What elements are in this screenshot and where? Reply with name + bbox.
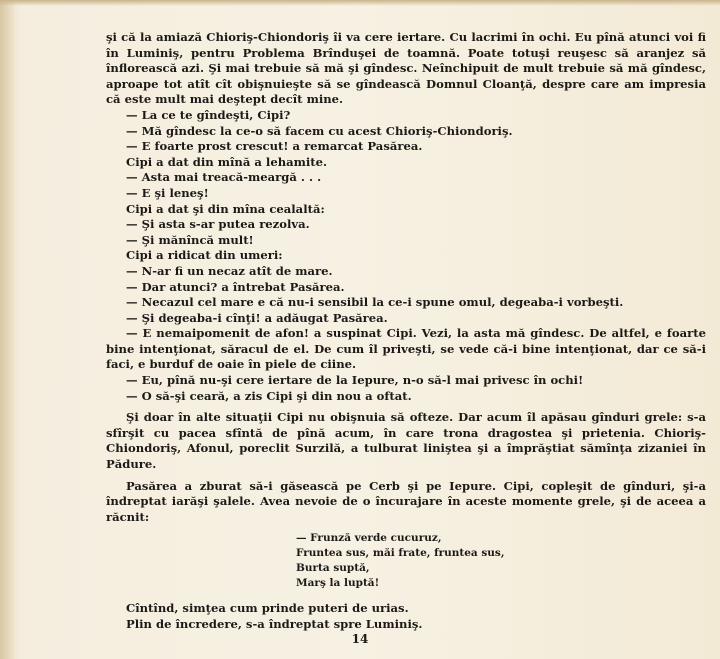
dialog-line: — Şi degeaba-i cînţi! a adăugat Pasărea. [126, 310, 388, 325]
narration-line: Cipi a ridicat din umeri: [126, 248, 283, 263]
dialog-paragraph: — E nemaipomenit de afon! a suspinat Cipi. Vezi, la asta mă gîndesc. De altfel, e foarte bine intenţionat, săracul de el. De cum îl priveşti, se vede că-i bine intenţionat, dar ce să-i faci, e burduf de oaie în piele de ciine. [106, 326, 706, 372]
verse-line: Fruntea sus, măi frate, fruntea sus, [296, 547, 505, 560]
closing-block [106, 601, 706, 632]
closing-line: Cîntînd, simţea cum prinde puteri de urias. [126, 601, 409, 616]
verse-line: Burta suptă, [296, 562, 370, 575]
closing-line: Plin de încredere, s-a îndreptat spre Luminiş. [126, 617, 423, 631]
dialog-line: — Şi asta s-ar putea rezolva. [126, 217, 310, 232]
narration-line: Cipi a dat şi din mîna cealaltă: [126, 201, 325, 216]
dialog-line: — Şi mănîncă mult! [126, 232, 254, 247]
dialog-line: — Eu, pînă nu-şi cere iertare de la Iepure, n-o să-l mai privesc în ochi! [126, 373, 584, 388]
dialog-line: — E foarte prost crescut! a remarcat Pasărea. [126, 139, 423, 154]
verse-line: Marş la luptă! [296, 577, 380, 590]
body-text [106, 30, 706, 633]
dialog-line: — Dar atunci? a întrebat Pasărea. [126, 279, 345, 294]
dialog-line: — La ce te gîndeşti, Cipi? [126, 107, 291, 122]
narration-line: Cipi a dat din mînă a lehamite. [126, 154, 328, 169]
page-top-edge [0, 0, 720, 6]
verse-block [296, 531, 706, 591]
dialog-line: — Mă gîndesc la ce-o să facem cu acest Chioriş-Chiondoriş. [126, 123, 513, 138]
dialog-line: — O să-şi ceară, a zis Cipi şi din nou a oftat. [126, 388, 412, 403]
paragraph: Pasărea a zburat să-i găsească pe Cerb şi pe Iepure. Cipi, copleşit de gînduri, şi-a îndreptat iarăşi şalele. Avea nevoie de o încurajare în aceste momente grele, şi de aceea a răcnit: [106, 478, 706, 524]
verse-line: — Frunză verde cucuruz, [296, 532, 442, 545]
paragraph-1: şi că la amiază Chioriş-Chiondoriş îi va cere iertare. Cu lacrimi în ochi. Eu pînă atunci voi fi în Luminiş, pentru Problema Brînduşei de toamnă. Poate totuşi reuşesc să aranjez să înflorească azi. Şi mai trebuie să mă şi gîndesc. Neînchipuit de mult trebuie să mă gîndesc, aproape tot atît cît obişnuieşte să se gîndească Domnul Cloanţă, despre care am impresia că este mult mai deştept decît mine. [106, 30, 706, 107]
page-number: 14 [351, 632, 369, 646]
paragraph: Şi doar în alte situaţii Cipi nu obişnuia să ofteze. Dar acum îl apăsau gînduri grele: s-a sfîrşit cu pacea sfîntă de pînă acum, în care trona dragostea şi prietenia. Chioriş-Chiondoriş, Afonul, poreclit Surzilă, a tulburat liniştea şi a împrăştiat sămînţa zizaniei în Pădure. [106, 410, 706, 472]
dialog-line: — Necazul cel mare e că nu-i sensibil la ce-i spune omul, degeaba-i vorbeşti. [126, 295, 624, 310]
dialog-line: — Asta mai treacă-meargă . . . [126, 170, 322, 185]
dialog-line: — E şi leneş! [126, 185, 209, 200]
dialog-line: — N-ar fi un necaz atît de mare. [126, 263, 333, 278]
page-gutter [0, 0, 14, 659]
